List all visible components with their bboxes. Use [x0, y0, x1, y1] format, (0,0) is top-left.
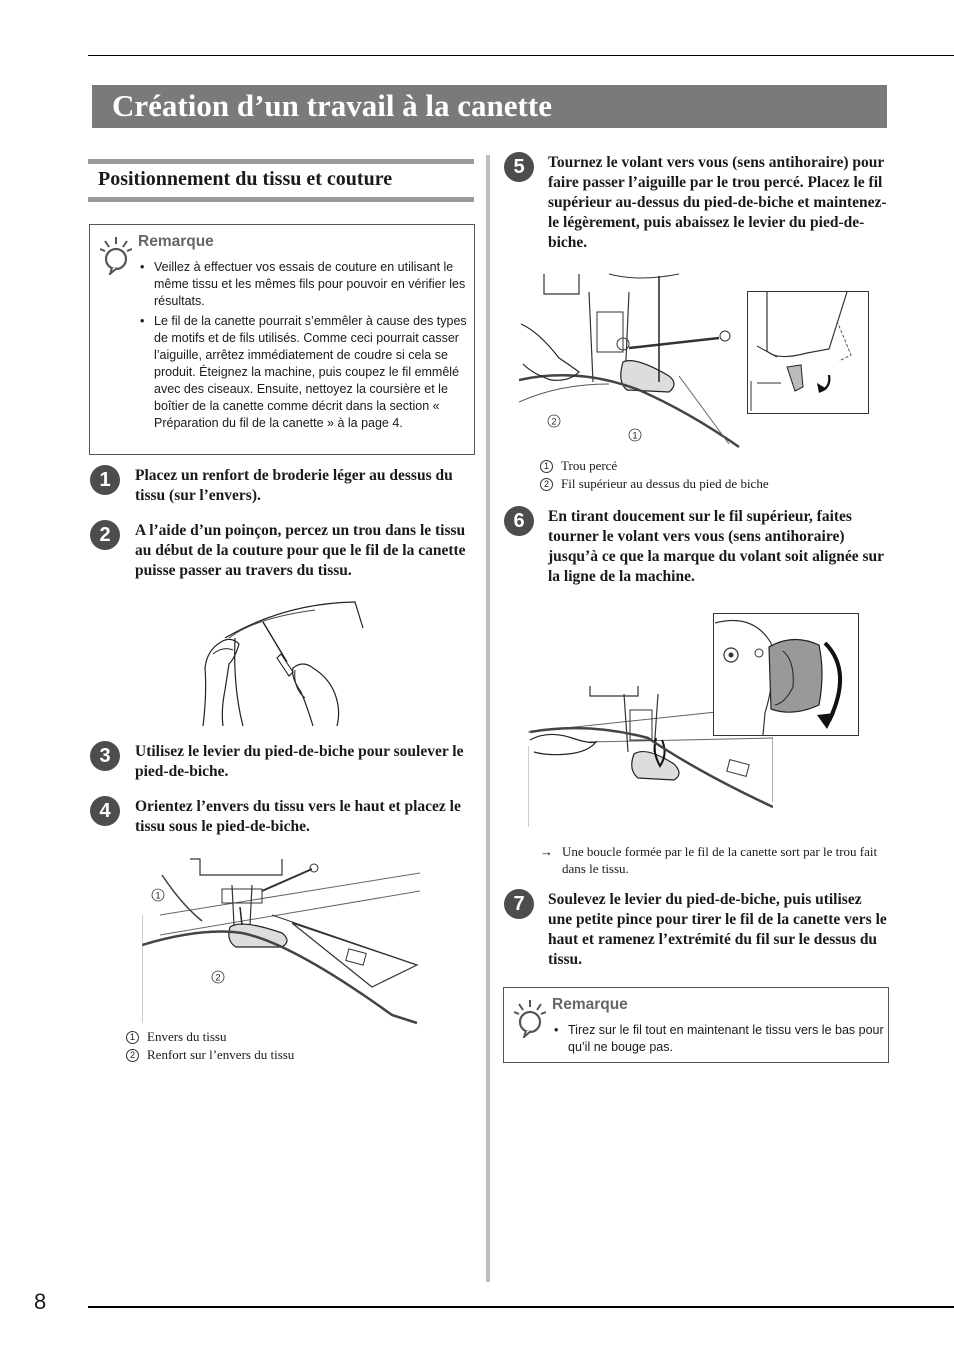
step-text-6: En tirant doucement sur le fil supérieur, faites tourner le volant vers vous (sens antihoraire) jusqu’à ce que la marque du volant soit alignée sur la ligne de la machine. [548, 508, 884, 585]
note-list [138, 259, 470, 435]
step-text-4: Orientez l’envers du tissu vers le haut et placez le tissu sous le pied-de-biche. [135, 798, 461, 835]
step-text-7: Soulevez le levier du pied-de-biche, puis utilisez une petite pince pour tirer le fil de la canette vers le haut et ramenez l’extrémité du fil sur le dessus du tissu. [548, 891, 887, 968]
step-text-3: Utilisez le levier du pied-de-biche pour soulever le pied-de-biche. [135, 743, 464, 780]
page-title: Création d’un travail à la canette [112, 88, 552, 123]
step-number-1: 1 [90, 465, 120, 495]
step-number-7: 7 [504, 889, 534, 919]
section-rule-bottom [88, 197, 474, 202]
callout-2: 2 [215, 972, 221, 983]
caption-number: 2 [126, 1049, 139, 1062]
step-number-3: 3 [90, 741, 120, 771]
handwheel-inset-illustration [713, 613, 859, 736]
note-box-2 [503, 987, 889, 1063]
note-heading: Remarque [138, 233, 214, 250]
step-text-1: Placez un renfort de broderie léger au dessus du tissu (sur l’envers). [135, 467, 453, 504]
note-item: • Veillez à effectuer vos essais de couture en utilisant le même tissu et les mêmes fils pour pouvoir en vérifier les résultats. [138, 259, 470, 310]
callout-1: 1 [632, 430, 638, 441]
result-text: Une boucle formée par le fil de la canette sort par le trou fait dans le tissu. [562, 844, 878, 876]
section-rule-top [88, 159, 474, 164]
caption-text: Renfort sur l’envers du tissu [147, 1047, 295, 1062]
step-number-6: 6 [504, 506, 534, 536]
caption-number: 1 [540, 460, 553, 473]
lightbulb-note-icon [514, 998, 546, 1038]
fabric-under-foot-illustration [142, 855, 422, 1025]
page-number: 8 [34, 1289, 47, 1314]
caption-line [540, 475, 769, 493]
callout-2: 2 [551, 416, 557, 427]
caption-number: 2 [540, 478, 553, 491]
note-item: • Tirez sur le fil tout en maintenant le tissu vers le bas pour qu’il ne bouge pas. [552, 1022, 884, 1056]
caption-text: Trou percé [561, 458, 618, 473]
note-heading: Remarque [552, 996, 628, 1013]
step-text-5: Tournez le volant vers vous (sens antihoraire) pour faire passer l’aiguille par le trou percé. Placez le fil supérieur au-dessus du pied-de-biche et maintenez-le légèrement, puis abaissez le levier du pied-de-biche. [548, 154, 887, 251]
punch-hole-illustration [195, 598, 365, 730]
note-list [552, 1022, 884, 1059]
step-text-2: A l’aide d’un poinçon, percez un trou dans le tissu au début de la couture pour que le fil de la canette puisse passer au travers du tissu. [135, 522, 466, 579]
lightbulb-note-icon [100, 235, 132, 275]
caption-number: 1 [126, 1031, 139, 1044]
needle-hole-illustration [519, 272, 744, 450]
note-box-1 [89, 224, 475, 455]
step-number-2: 2 [90, 520, 120, 550]
column-divider [486, 155, 490, 1282]
callout-1: 1 [155, 890, 161, 901]
result-arrow-icon: → [540, 844, 553, 859]
bottom-rule [88, 1306, 954, 1308]
top-rule [88, 55, 954, 56]
caption-text: Envers du tissu [147, 1029, 227, 1044]
lever-inset-illustration [747, 291, 869, 414]
caption-line [126, 1046, 294, 1064]
step-number-5: 5 [504, 152, 534, 182]
section-title: Positionnement du tissu et couture [98, 168, 393, 190]
caption-text: Fil supérieur au dessus du pied de biche [561, 476, 769, 491]
caption-line [540, 457, 617, 475]
caption-line [126, 1028, 226, 1046]
step-number-4: 4 [90, 796, 120, 826]
note-item: • Le fil de la canette pourrait s’emmêler à cause des types de motifs et de fils utilisés. Comme ceci pourrait casser l’aiguille, arrêtez immédiatement de coudre si cela se produit. Éteignez la machine, puis coupez le fil emmêlé avec des ciseaux. Ensuite, nettoyez la coursière et le boîtier de la canette comme décrit dans la section « Préparation du fil de la canette » à la page 4. [138, 313, 470, 432]
